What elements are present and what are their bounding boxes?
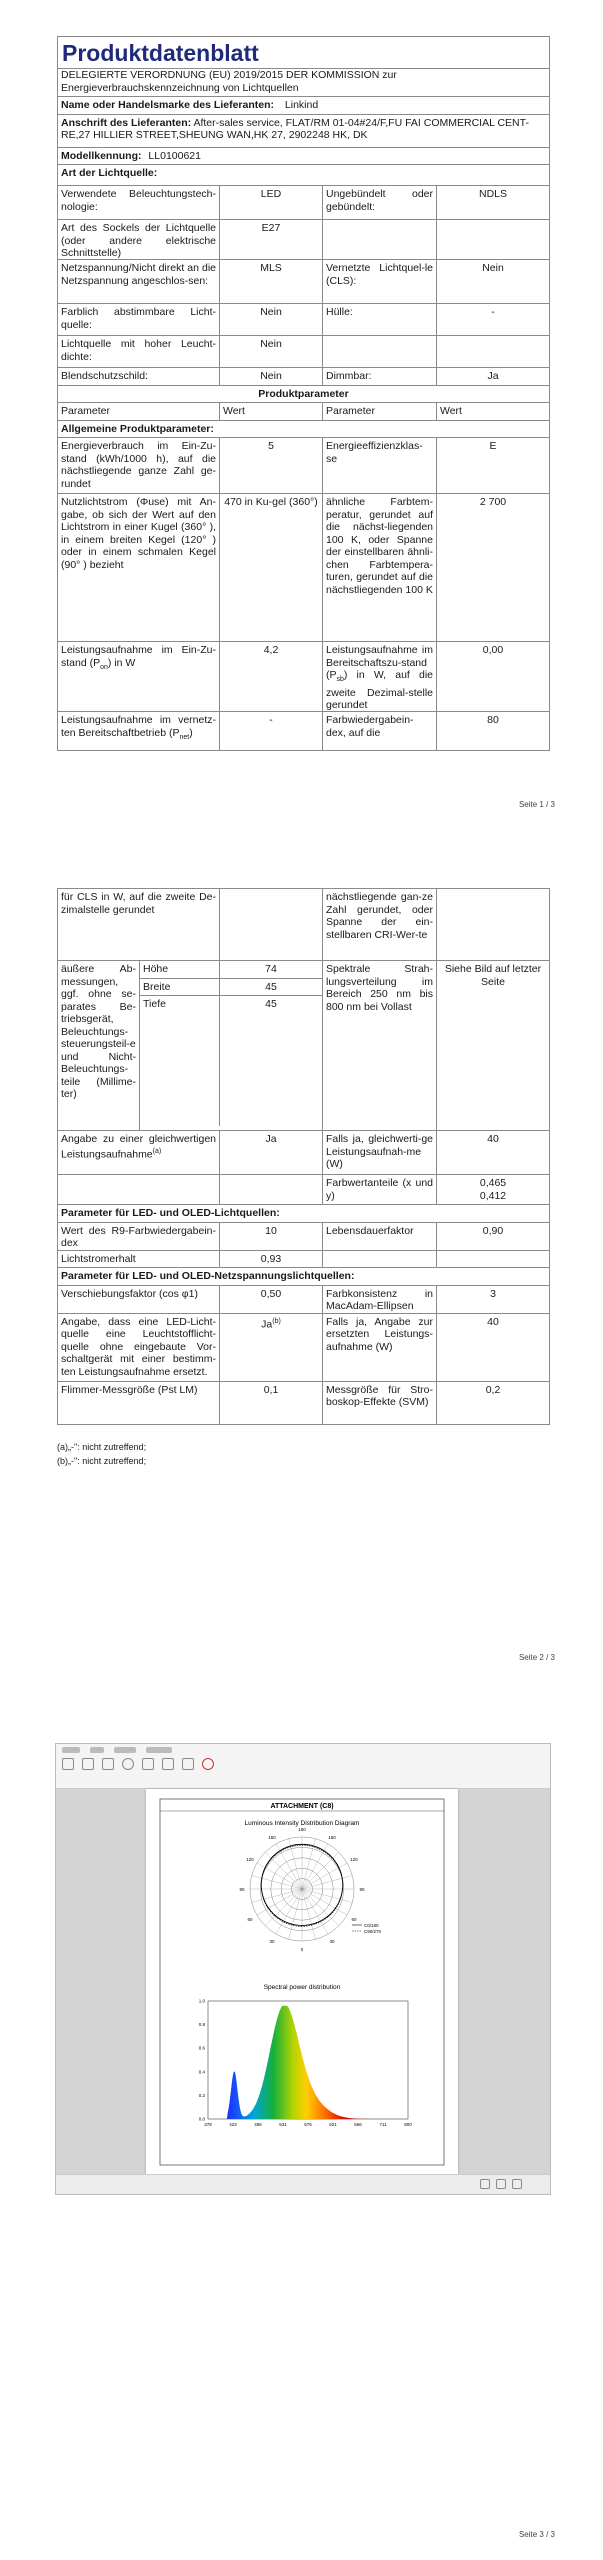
- polar-angle-label: 150: [268, 1835, 276, 1841]
- attachment-title: ATTACHMENT (C8): [270, 1803, 334, 1810]
- polar-angle-label: 120: [350, 1857, 358, 1862]
- row-label: Hülle:: [323, 304, 437, 335]
- row-value: -: [491, 306, 495, 318]
- row-value: E27: [220, 220, 323, 259]
- row-value: 40: [487, 1133, 499, 1145]
- row-label: Farbwertanteile (x und y): [323, 1175, 437, 1204]
- page-1: [0, 0, 603, 830]
- row-label: Blendschutzschild:: [58, 368, 220, 385]
- spectral-label: Spektrale Strah-lungsverteilung im Bereich 250 nm bis 800 nm bei Vollast: [323, 961, 437, 1130]
- general-params-header: Allgemeine Produktparameter:: [61, 422, 214, 435]
- row-label: [58, 1175, 220, 1204]
- label-text-tail: ): [189, 726, 193, 739]
- model-value: LL0100621: [148, 149, 201, 162]
- row-label: Wert des R9-Farbwiedergabein-dex: [58, 1223, 220, 1250]
- led-params-header: Parameter für LED- und OLED-Lichtquellen:: [61, 1207, 280, 1219]
- spectrum-y-tick: 0.0: [198, 2116, 205, 2122]
- regulation-text: DELEGIERTE VERORDNUNG (EU) 2019/2015 DER KOMMISSION zur Energieverbrauchskennzeichnung von Lichtquellen: [61, 69, 397, 94]
- document-title: Produktdatenblatt: [62, 40, 259, 66]
- polar-diagram: [239, 1827, 365, 1952]
- spectrum-x-tick: 711: [379, 2122, 387, 2127]
- row-value: NDLS: [478, 188, 507, 200]
- spectrum-x-tick: 621: [329, 2122, 337, 2127]
- polar-spoke: [265, 1889, 302, 1926]
- footnote-a: (a)„-": nicht zutreffend;: [57, 1442, 147, 1452]
- tab-icon: [62, 1747, 80, 1753]
- spectrum-y-tick: 0.6: [198, 2045, 205, 2051]
- table-row: [58, 1286, 549, 1314]
- viewer-canvas: [56, 1789, 550, 2175]
- table-row: [58, 304, 549, 336]
- row-label: Farbwiedergabein-dex, auf die: [323, 712, 437, 750]
- polar-angle-label: 30: [329, 1938, 335, 1944]
- row-value: [220, 889, 323, 960]
- toolbar-tabs: [56, 1744, 550, 1756]
- spectrum-x-tick: 576: [304, 2122, 312, 2127]
- spectrum-y-tick: 0.4: [198, 2069, 205, 2075]
- row-label: Ungebündelt oder gebündelt:: [323, 186, 437, 219]
- dimension-name: Höhe: [140, 961, 220, 978]
- row-value: 0,2: [485, 1383, 501, 1396]
- table-row: [58, 1223, 549, 1251]
- fullscreen-icon: [512, 2179, 522, 2189]
- row-value: [437, 220, 549, 259]
- spectrum-x-tick: 423: [229, 2122, 237, 2127]
- footnote-b: (b)„-": nicht zutreffend;: [57, 1456, 147, 1466]
- label-subscript: on: [100, 663, 108, 671]
- column-header: Wert: [440, 405, 462, 417]
- footnotes: [57, 1440, 146, 1468]
- page-number: Seite 1 / 3: [518, 800, 555, 809]
- polar-angle-label: 90: [359, 1887, 365, 1892]
- row-label: [58, 1131, 220, 1174]
- row-label: Art des Sockels der Lichtquelle (oder andere elektrische Schnittstelle): [58, 220, 220, 259]
- table-row: [58, 712, 549, 750]
- row-value: Ja: [220, 1131, 323, 1174]
- polar-spoke: [257, 1863, 302, 1889]
- table-row: [58, 1175, 549, 1205]
- model-row: [58, 148, 549, 165]
- row-value: -: [220, 712, 323, 750]
- row-value: [437, 336, 549, 367]
- row-value: 80: [487, 714, 499, 726]
- search-icon: [202, 1758, 214, 1770]
- page-number: Seite 3 / 3: [518, 2530, 555, 2539]
- row-value: 2 700: [479, 496, 507, 508]
- polar-spoke: [252, 1889, 302, 1902]
- row-label: [323, 220, 437, 259]
- address-row: [58, 115, 549, 147]
- row-value: 40: [487, 1315, 499, 1328]
- polar-angle-label: 0: [300, 1947, 304, 1952]
- tab-icon: [90, 1747, 104, 1753]
- row-label: Angabe, dass eine LED-Licht-quelle eine Leuchtstofflicht-quelle ohne eingebaute Vor-schaltgerät mit einer bestimm-ten Leistungsaufnahme ersetzt.: [58, 1314, 220, 1381]
- spectrum-chart: [199, 1999, 413, 2128]
- row-value: Nein: [220, 336, 323, 367]
- spectrum-x-tick: 486: [254, 2122, 262, 2127]
- polar-angle-label: 180: [298, 1827, 306, 1832]
- polar-spoke: [302, 1876, 352, 1889]
- dimension-value: 45: [265, 980, 277, 993]
- dimension-name: Breite: [140, 979, 220, 996]
- row-value: Nein: [220, 304, 323, 335]
- table-row: [58, 642, 549, 712]
- spectral-value: Siehe Bild auf letzter Seite: [444, 963, 542, 988]
- viewer-toolbar: [56, 1744, 550, 1789]
- row-label: Energieverbrauch im Ein-Zu-stand (kWh/1000 h), auf die nächstliegende ganze Zahl ge-rundet: [58, 438, 220, 493]
- polar-spoke: [276, 1889, 302, 1934]
- dimensions-label: äußere Ab-messungen, ggf. ohne se-parates Be-triebsgerät, Beleuchtungs-steuerungsteil-e und Nicht-Beleuchtungs-teile (Millime-ter): [58, 961, 140, 1130]
- spectrum-x-tick: 666: [354, 2122, 362, 2127]
- label-text: Angabe zu einer gleichwertigen Leistungsaufnahme: [61, 1133, 216, 1160]
- dimension-row: [140, 961, 322, 979]
- polar-spoke: [302, 1863, 347, 1889]
- dimension-value: 45: [265, 998, 277, 1010]
- dimension-name: Tiefe: [140, 996, 220, 1126]
- row-label: [58, 642, 220, 711]
- spectrum-y-tick: 0.2: [198, 2092, 205, 2098]
- table-row: [58, 186, 549, 220]
- chroma-y: 0,412: [479, 1189, 507, 1202]
- row-label: Lichtquelle mit hoher Leucht-dichte:: [58, 336, 220, 367]
- polar-spoke: [302, 1852, 339, 1889]
- row-label: Vernetzte Lichtquel-le (CLS):: [323, 260, 437, 303]
- label-text: Leistungsaufnahme im Ein-Zu-stand (P: [61, 644, 216, 669]
- polar-legend-2: C90/270: [364, 1929, 382, 1934]
- polar-spoke: [252, 1876, 302, 1889]
- table-row: [58, 336, 549, 368]
- supplier-label: Name oder Handelsmarke des Lieferanten:: [61, 99, 274, 111]
- params-header: Produktparameter: [258, 387, 349, 400]
- supplier-value: Linkind: [284, 99, 319, 111]
- datasheet-page-1: [57, 36, 550, 751]
- tab-icon: [114, 1747, 136, 1753]
- row-value: LED: [220, 186, 323, 219]
- polar-angle-label: 30: [269, 1938, 275, 1944]
- polar-spoke: [302, 1889, 315, 1939]
- value-text: Ja: [261, 1318, 273, 1330]
- spectrum-x-tick: 531: [279, 2122, 287, 2127]
- toolbar-icons: [56, 1756, 550, 1772]
- label-text-tail: ) in W: [107, 656, 136, 669]
- polar-spoke: [302, 1889, 347, 1915]
- model-label: Modellkennung:: [61, 149, 142, 162]
- table-row: [58, 220, 549, 260]
- dimension-value: 74: [265, 963, 277, 975]
- polar-angle-label: 90: [239, 1887, 245, 1892]
- polar-spoke: [257, 1889, 302, 1915]
- row-label: Flimmer-Messgröße (Pst LM): [58, 1382, 220, 1424]
- table-row: [58, 494, 549, 642]
- rotate-icon: [82, 1758, 94, 1770]
- dimensions-table: [140, 961, 323, 1130]
- row-label: Messgröße für Stro-boskop-Effekte (SVM): [323, 1382, 437, 1424]
- table-row: [58, 1382, 549, 1424]
- polar-spoke: [289, 1889, 302, 1939]
- row-value: Nein: [220, 368, 323, 385]
- chroma-x: 0,465: [479, 1177, 507, 1189]
- polar-spoke: [302, 1889, 339, 1926]
- label-text: Leistungsaufnahme im Bereitschaftszu-stand (P: [326, 644, 433, 681]
- night-mode-icon: [122, 1758, 134, 1770]
- row-value: 0,00: [482, 644, 504, 656]
- row-label: [58, 712, 220, 750]
- row-label: Falls ja, Angabe zur ersetzten Leistungs-aufnahme (W): [323, 1314, 437, 1381]
- address-value: After-sales service, FLAT/RM 01-04#24/F,FU FAI COMMERCIAL CENT-RE,27 HILLIER STREET,SHEUNG WAN,HK 27, 2902248 HK, DK: [61, 116, 529, 141]
- row-value: E: [489, 440, 497, 452]
- row-label: Falls ja, gleichwerti-ge Leistungsaufnah-me (W): [323, 1131, 437, 1174]
- spectrum-title: Spectral power distribution: [263, 1984, 341, 1991]
- row-value: 5: [220, 438, 323, 493]
- table-row: [58, 260, 549, 304]
- row-value: 470 in Ku-gel (360°): [220, 494, 323, 641]
- page-number: Seite 2 / 3: [518, 1653, 555, 1662]
- row-value: 0,93: [220, 1251, 323, 1268]
- row-label: Verschiebungsfaktor (cos φ1): [58, 1286, 220, 1313]
- label-text: Leistungsaufnahme im vernetz-ten Bereitschaftbetrieb (P: [61, 714, 216, 739]
- row-label: Verwendete Beleuchtungstech-nologie:: [58, 186, 220, 219]
- table-row: [58, 368, 549, 386]
- row-value: 3: [490, 1287, 496, 1300]
- row-label: nächstliegende gan-ze Zahl gerundet, oder Spanne der ein-stellbaren CRI-Wer-te: [323, 889, 437, 960]
- row-label: Farblich abstimmbare Licht-quelle:: [58, 304, 220, 335]
- row-value: 0,90: [482, 1224, 504, 1237]
- polar-title: Luminous Intensity Distribution Diagram: [244, 1820, 360, 1827]
- row-value: [220, 1314, 323, 1381]
- translate-icon: [142, 1758, 154, 1770]
- text-icon: [182, 1758, 194, 1770]
- mains-params-header: Parameter für LED- und OLED-Netzspannungslichtquellen:: [61, 1270, 355, 1282]
- row-label: für CLS in W, auf die zweite De-zimalstelle gerundet: [58, 889, 220, 960]
- label-subscript: net: [179, 733, 190, 741]
- screenshot-icon: [162, 1758, 174, 1770]
- row-value: Nein: [482, 262, 504, 274]
- spectrum-y-tick: 1.0: [198, 1998, 205, 2004]
- row-label: [323, 1251, 437, 1268]
- row-label: Nutzlichtstrom (Φuse) mit An-gabe, ob sich der Wert auf den Lichtstrom in einer Kugel (360° ), in einem breiten Kegel (120° ) oder in einem schmalen Kegel (90° ) bezieht: [58, 494, 220, 641]
- row-label: [323, 336, 437, 367]
- address-label: Anschrift des Lieferanten:: [61, 116, 192, 129]
- row-value: [437, 1175, 549, 1204]
- row-value: Ja: [487, 370, 499, 382]
- datasheet-page-2: [57, 888, 550, 1425]
- polar-spoke: [265, 1852, 302, 1889]
- spectrum-y-tick: 0.8: [198, 2022, 205, 2028]
- view-icon: [102, 1758, 114, 1770]
- row-label: [323, 642, 437, 711]
- footnote-mark: (b): [272, 1317, 281, 1325]
- footnote-mark: (a): [152, 1147, 162, 1155]
- dimension-row: [140, 996, 322, 1126]
- polar-spoke: [302, 1889, 352, 1902]
- supplier-row: [58, 97, 549, 114]
- row-label: Lichtstromerhalt: [58, 1251, 220, 1268]
- row-label: Dimmbar:: [323, 368, 437, 385]
- spectrum-x-tick: 800: [404, 2122, 412, 2127]
- row-value: [437, 889, 549, 960]
- tab-icon: [146, 1747, 172, 1753]
- polar-angle-label: 60: [351, 1917, 357, 1922]
- label-subscript: sb: [336, 676, 344, 684]
- polar-spoke: [302, 1889, 328, 1934]
- row-label: Energieeffizienzklas-se: [323, 438, 437, 493]
- type-header: Art der Lichtquelle:: [61, 167, 158, 179]
- table-row: [58, 1251, 549, 1269]
- row-label: ähnliche Farbtem-peratur, gerundet auf die nächst-liegenden 100 K, oder Spanne der einstellbaren ähnli-chen Farbtempera-turen, gerundet auf die nächstliegenden 100 K: [323, 494, 437, 641]
- fit-width-icon: [496, 2179, 506, 2189]
- label-text-tail: ) in W, auf die zweite Dezimal-stelle gerundet: [326, 669, 433, 712]
- row-value: [437, 1251, 549, 1268]
- spectrum-area: [208, 2006, 372, 2119]
- dimension-row: [140, 979, 322, 997]
- row-label: Netzspannung/Nicht direkt an die Netzspannung angeschlos-sen:: [58, 260, 220, 303]
- page-2: [0, 855, 603, 1685]
- polar-legend-1: C0/180: [364, 1923, 379, 1928]
- table-row: [58, 1131, 549, 1175]
- table-row: [58, 1314, 549, 1382]
- attachment-figures: [146, 1789, 458, 2175]
- row-value: 10: [220, 1223, 323, 1250]
- column-header: Wert: [220, 403, 323, 420]
- row-value: 0,50: [220, 1286, 323, 1313]
- page-view-icon: [480, 2179, 490, 2189]
- polar-angle-label: 60: [247, 1917, 253, 1922]
- row-value: 4,2: [220, 642, 323, 711]
- row-value: [220, 1175, 323, 1204]
- row-value: 0,1: [220, 1382, 323, 1424]
- spectrum-x-tick: 378: [204, 2122, 212, 2127]
- polar-angle-label: 120: [246, 1857, 254, 1862]
- table-row: [58, 438, 549, 494]
- row-value: MLS: [220, 260, 323, 303]
- column-header: Parameter: [323, 403, 437, 420]
- polar-angle-label: 150: [328, 1835, 336, 1841]
- viewer-statusbar: [56, 2174, 550, 2194]
- zoom-icon: [62, 1758, 74, 1770]
- column-header: Parameter: [58, 403, 220, 420]
- table-row: [58, 889, 549, 961]
- dimensions-row: [58, 961, 549, 1131]
- row-label: Lebensdauerfaktor: [323, 1223, 437, 1250]
- attachment-page: [146, 1789, 458, 2175]
- embedded-viewer-screenshot: [55, 1743, 551, 2195]
- row-label: Farbkonsistenz in MacAdam-Ellipsen: [323, 1286, 437, 1313]
- params-column-headers: [58, 403, 549, 421]
